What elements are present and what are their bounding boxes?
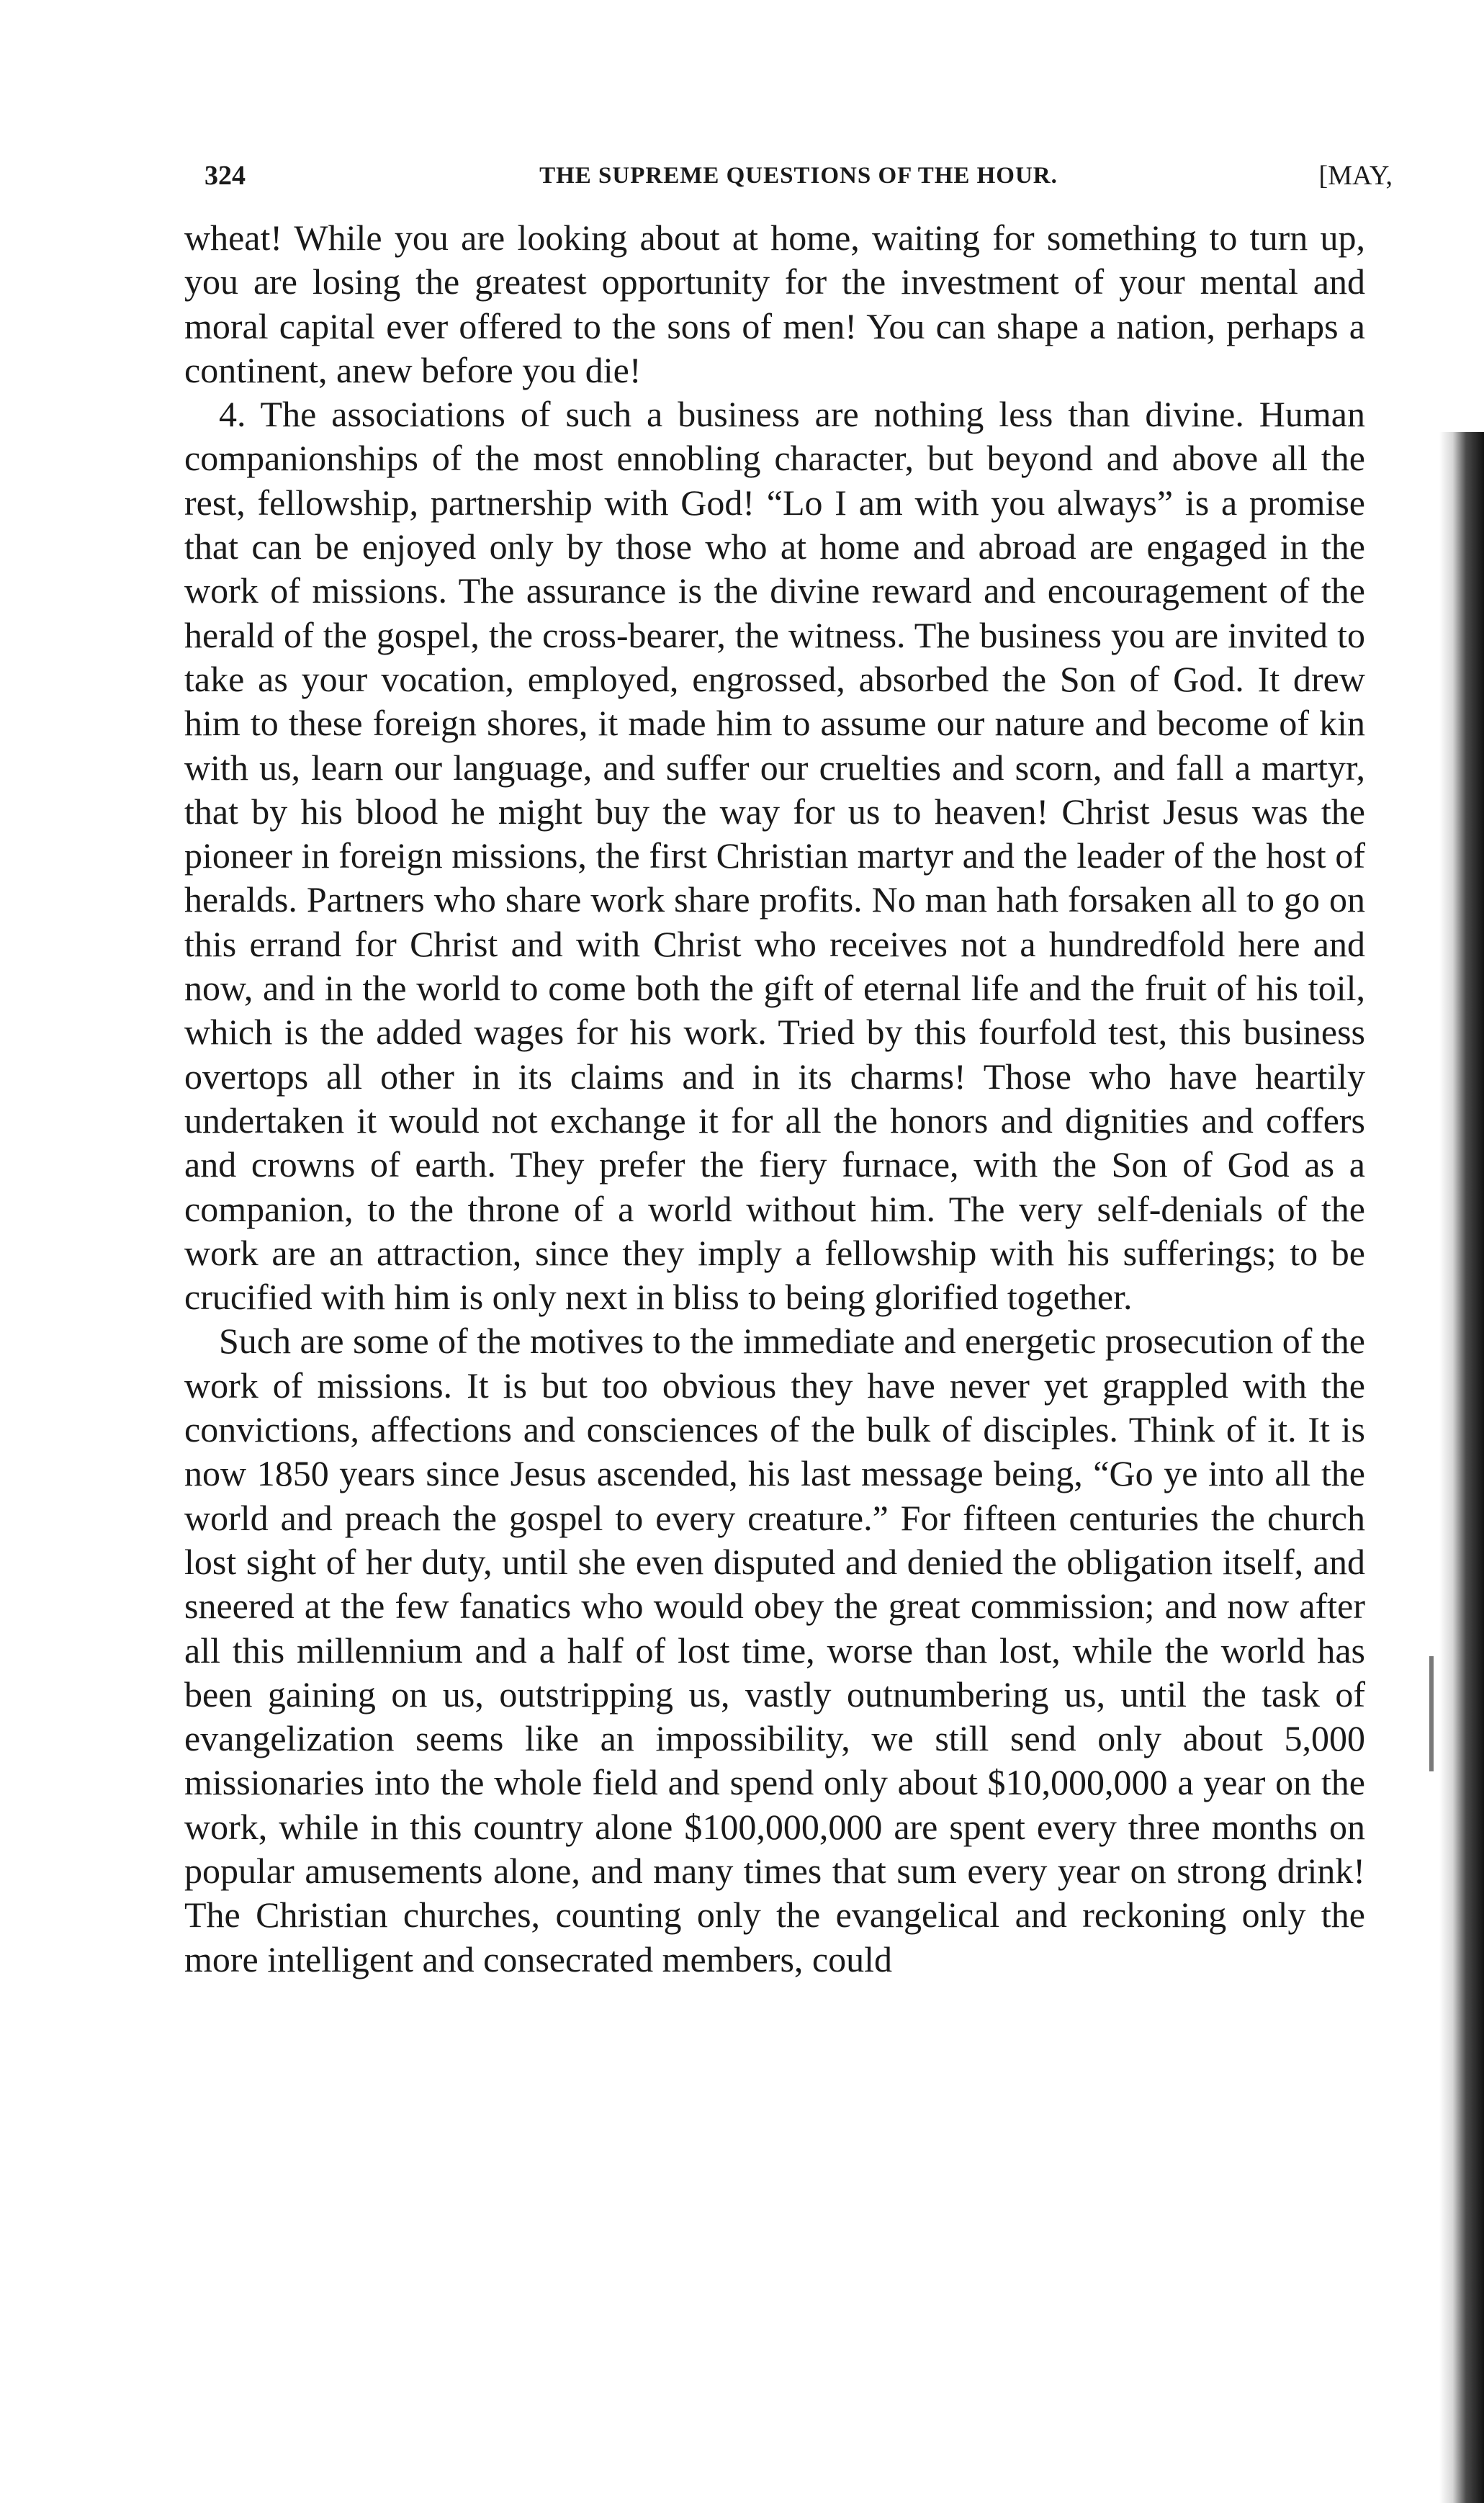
- binding-mark: [1429, 1656, 1434, 1771]
- paragraph-3: Such are some of the motives to the immediate and energetic prosecution of the work of missions. It is but too obvious they have never yet grappled with the convictions, affections and consciences of the bulk of disciples. Think of it. It is now 1850 years since Jesus ascended, his last message being, “Go ye into all the world and preach the gospel to every creature.” For fifteen centuries the church lost sight of her duty, until she even disputed and denied the obligation itself, and sneered at the few fanatics who would obey the great commission; and now after all this millennium and a half of lost time, worse than lost, while the world has been gaining on us, outstripping us, vastly outnumbering us, until the task of evangelization seems like an impossibility, we still send only about 5,000 missionaries into the whole field and spend only about $10,000,000 a year on the work, while in this country alone $100,000,000 are spent every three months on popular amusements alone, and many times that sum every year on strong drink! The Christian churches, counting only the evangelical and reckoning only the more intelligent and consecrated members, could: [184, 1321, 1365, 1980]
- running-month: [MAY,: [1318, 161, 1393, 191]
- running-title: THE SUPREME QUESTIONS OF THE HOUR.: [539, 163, 1058, 189]
- paragraph-1: wheat! While you are looking about at home, waiting for something to turn up, you are losing the greatest opportunity for the investment of your mental and moral capital ever offered to the sons of men! You can shape a nation, perhaps a continent, anew before you die!: [184, 217, 1365, 390]
- page-header: [204, 160, 1393, 203]
- body-text: [184, 216, 1365, 1982]
- page-number: 324: [204, 161, 246, 191]
- paragraph-2: 4. The associations of such a business are nothing less than divine. Human companionships of the most ennobling character, but beyond and above all the rest, fellowship, partnership with God! “Lo I am with you always” is a promise that can be enjoyed only by those who at home and abroad are engaged in the work of missions. The assurance is the divine reward and encouragement of the herald of the gospel, the cross-bearer, the witness. The business you are invited to take as your vocation, employed, engrossed, absorbed the Son of God. It drew him to these foreign shores, it made him to assume our nature and become of kin with us, learn our language, and suffer our cruelties and scorn, and fall a martyr, that by his blood he might buy the way for us to heaven! Christ Jesus was the pioneer in foreign missions, the first Christian martyr and the leader of the host of heralds. Partners who share work share profits. No man hath forsaken all to go on this errand for Christ and with Christ who receives not a hundredfold here and now, and in the world to come both the gift of eternal life and the fruit of his toil, which is the added wages for his work. Tried by this fourfold test, this business overtops all other in its claims and in its charms! Those who have heartily undertaken it would not exchange it for all the honors and dignities and coffers and crowns of earth. They prefer the fiery furnace, with the Son of God as a companion, to the throne of a world without him. The very self-denials of the work are an attraction, since they imply a fellowship with his sufferings; to be crucified with him is only next in bliss to being glorified together.: [184, 394, 1365, 1318]
- page-binding-edge: [1439, 432, 1484, 2503]
